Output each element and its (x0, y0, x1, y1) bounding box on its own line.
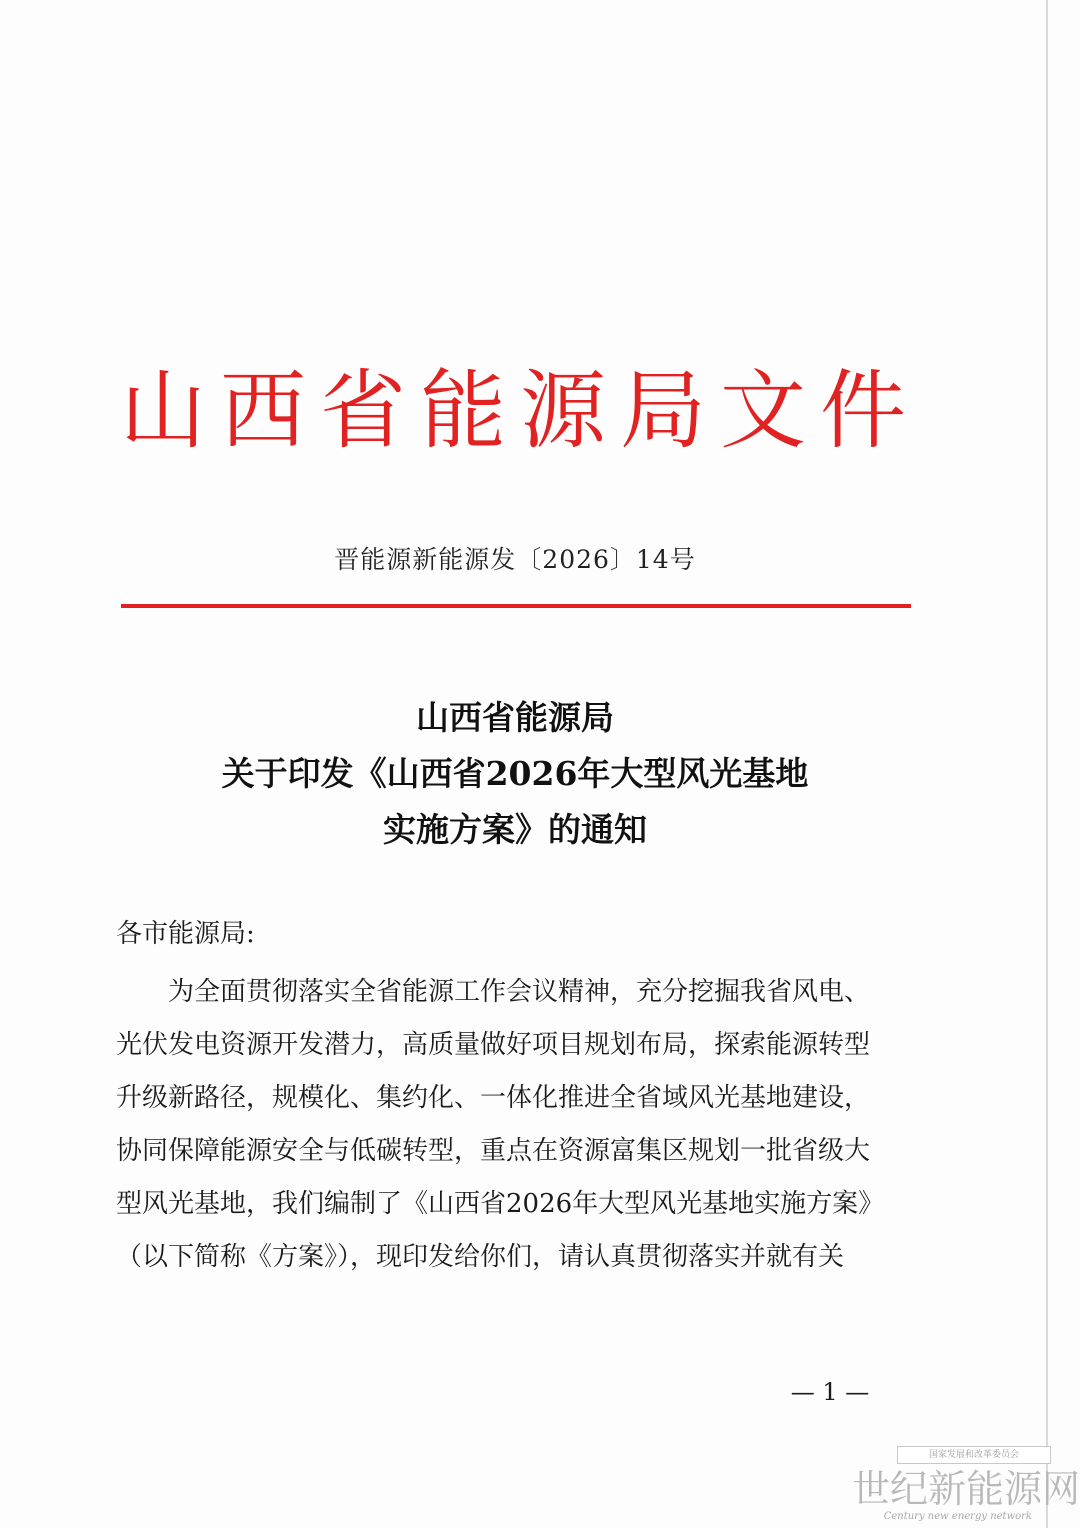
watermark-subtitle: Century new energy network (883, 1511, 1032, 1522)
body-line: 型风光基地，我们编制了《山西省2026年大型风光基地实施方案》 (116, 1189, 885, 1219)
body-line: 升级新路径，规模化、集约化、一体化推进全省域风光基地建设， (116, 1083, 871, 1113)
page-number: — 1 — (790, 1378, 870, 1406)
body-paragraph (116, 966, 886, 1284)
page-edge-divider (1046, 0, 1048, 1528)
watermark-logo: 世纪新能源网 (852, 1467, 1080, 1511)
salutation: 各市能源局: (116, 919, 255, 949)
notice-title-line-3: 实施方案》的通知 (383, 810, 647, 849)
body-line: 光伏发电资源开发潜力，高质量做好项目规划布局，探索能源转型 (116, 1030, 871, 1060)
watermark-tag: 国家发展和改革委员会 (897, 1446, 1051, 1464)
notice-title-line-1: 山西省能源局 (416, 698, 614, 737)
document-number: 晋能源新能源发〔2026〕14号 (334, 545, 696, 574)
body-line: 协同保障能源安全与低碳转型，重点在资源富集区规划一批省级大 (116, 1136, 871, 1166)
red-separator-line (121, 604, 911, 608)
issuer-header-title: 山西省能源局文件 (120, 361, 920, 461)
body-line: （以下简称《方案》），现印发给你们，请认真贯彻落实并就有关 (116, 1242, 845, 1272)
notice-title-line-2: 关于印发《山西省2026年大型风光基地 (221, 754, 809, 793)
body-line: 为全面贯彻落实全省能源工作会议精神，充分挖掘我省风电、 (168, 977, 871, 1007)
notice-title (100, 690, 930, 858)
